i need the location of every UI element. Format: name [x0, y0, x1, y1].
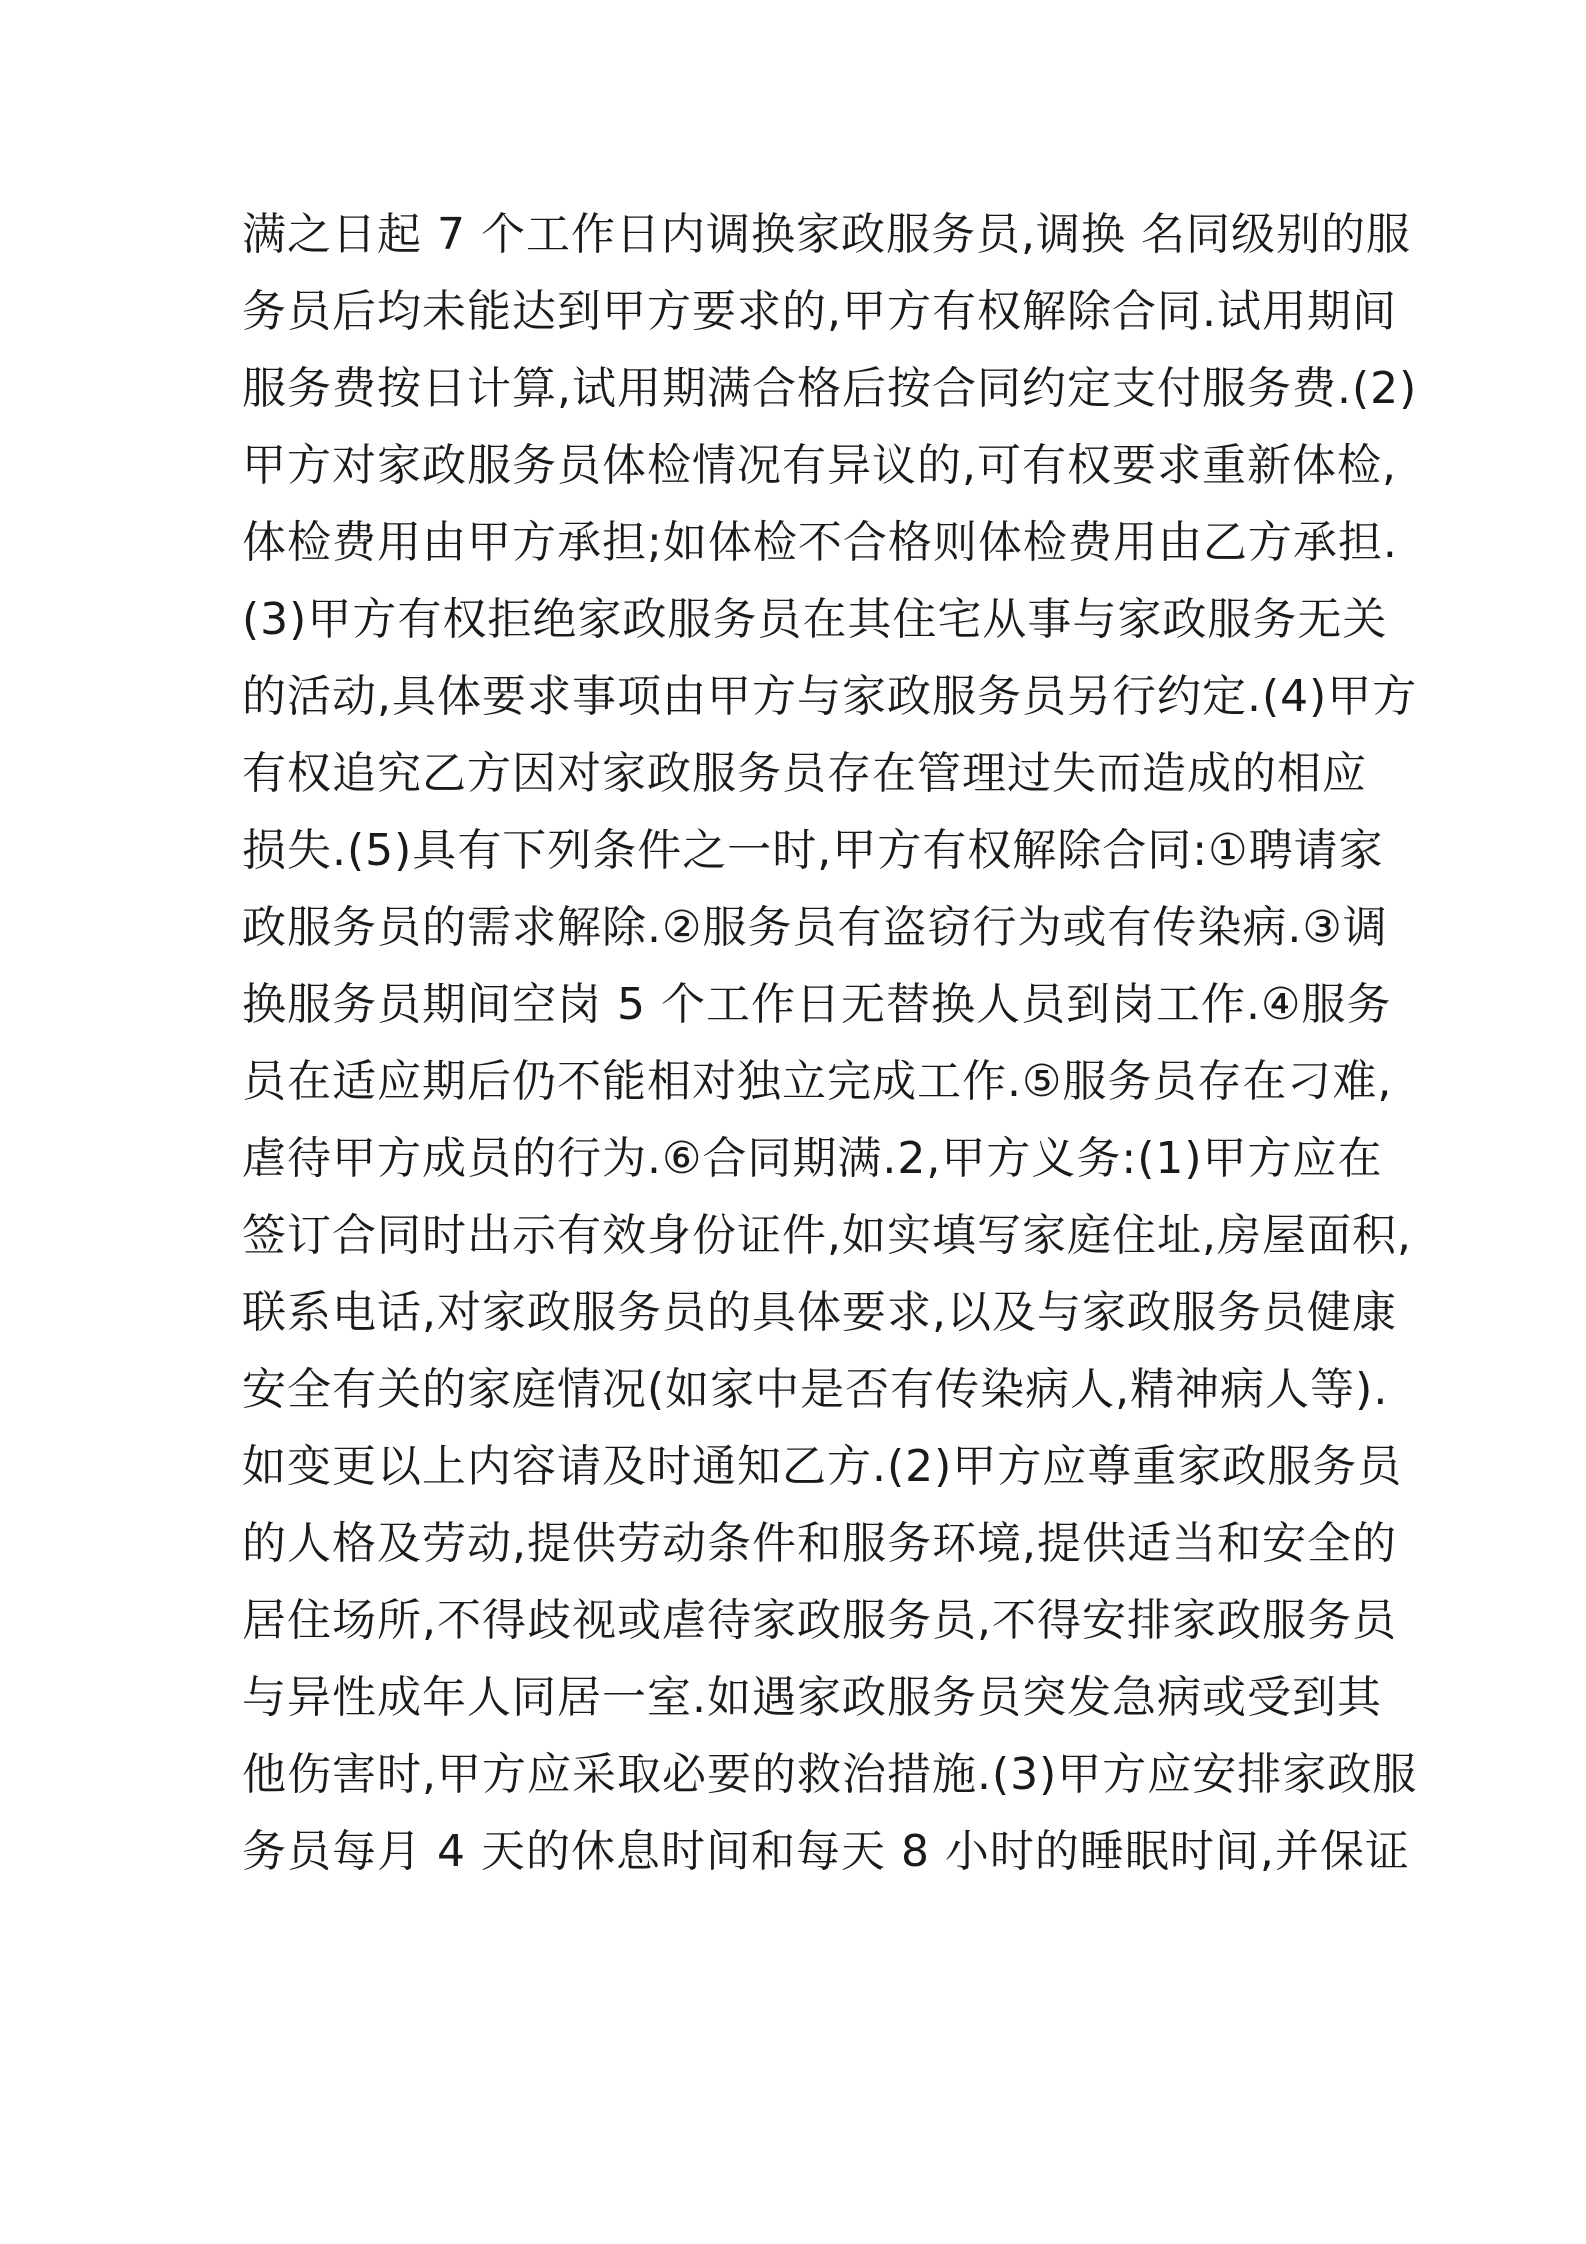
text-line: 安全有关的家庭情况(如家中是否有传染病人,精神病人等). [242, 1364, 1389, 1415]
text-line: 政服务员的需求解除.②服务员有盗窃行为或有传染病.③调 [242, 902, 1388, 953]
text-line: 如变更以上内容请及时通知乙方.(2)甲方应尊重家政服务员 [242, 1441, 1403, 1492]
text-line: 与异性成年人同居一室.如遇家政服务员突发急病或受到其 [242, 1672, 1382, 1723]
text-line: 的人格及劳动,提供劳动条件和服务环境,提供适当和安全的 [242, 1518, 1397, 1569]
text-line: 满之日起 7 个工作日内调换家政服务员,调换 名同级别的服 [242, 209, 1411, 260]
text-line: 体检费用由甲方承担;如体检不合格则体检费用由乙方承担. [242, 517, 1398, 568]
text-line: (3)甲方有权拒绝家政服务员在其住宅从事与家政服务无关 [242, 594, 1388, 645]
text-line: 换服务员期间空岗 5 个工作日无替换人员到岗工作.④服务 [242, 979, 1392, 1030]
text-line: 甲方对家政服务员体检情况有异议的,可有权要求重新体检, [242, 440, 1397, 491]
text-line: 居住场所,不得歧视或虐待家政服务员,不得安排家政服务员 [242, 1595, 1397, 1646]
text-line: 员在适应期后仍不能相对独立完成工作.⑤服务员存在刁难, [242, 1056, 1393, 1107]
text-line: 他伤害时,甲方应采取必要的救治措施.(3)甲方应安排家政服 [242, 1749, 1418, 1800]
text-line: 务员每月 4 天的休息时间和每天 8 小时的睡眠时间,并保证 [242, 1826, 1410, 1877]
text-line: 损失.(5)具有下列条件之一时,甲方有权解除合同:①聘请家 [242, 825, 1384, 876]
text-line: 联系电话,对家政服务员的具体要求,以及与家政服务员健康 [242, 1287, 1397, 1338]
text-line: 的活动,具体要求事项由甲方与家政服务员另行约定.(4)甲方 [242, 671, 1418, 722]
text-line: 虐待甲方成员的行为.⑥合同期满.2,甲方义务:(1)甲方应在 [242, 1133, 1383, 1184]
text-line: 服务费按日计算,试用期满合格后按合同约定支付服务费.(2) [242, 363, 1418, 414]
text-line: 签订合同时出示有效身份证件,如实填写家庭住址,房屋面积, [242, 1210, 1412, 1261]
text-line: 有权追究乙方因对家政服务员存在管理过失而造成的相应 [242, 748, 1367, 799]
contract-text-block [242, 196, 1418, 1890]
text-line: 务员后均未能达到甲方要求的,甲方有权解除合同.试用期间 [242, 286, 1397, 337]
